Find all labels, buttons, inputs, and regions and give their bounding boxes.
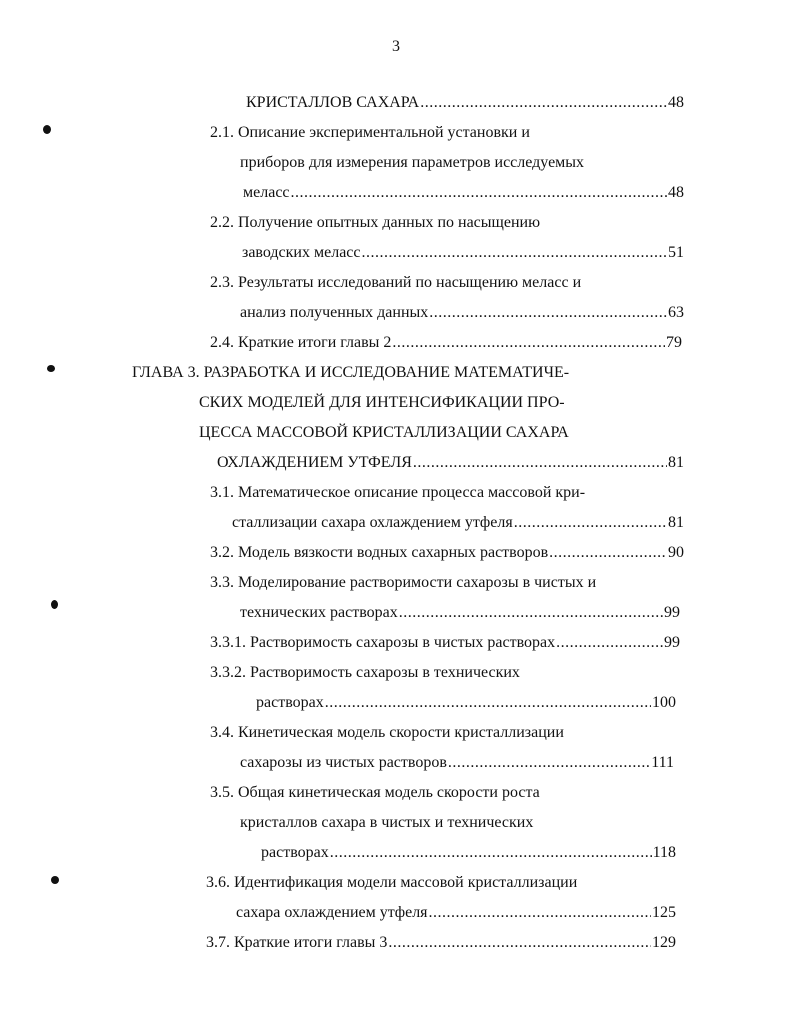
dot-leader xyxy=(325,692,651,714)
toc-entry-3-3 xyxy=(210,572,690,594)
toc-entry-title: меласс xyxy=(243,184,290,201)
toc-entry-title: 3.1. Математическое описание процесса массовой кри- xyxy=(210,484,586,501)
toc-entry-title: 3.7. Краткие итоги главы 3 xyxy=(206,934,388,951)
toc-entry-title: 2.4. Краткие итоги главы 2 xyxy=(210,334,392,351)
dot-leader xyxy=(413,452,667,474)
toc-entry-3-4-end xyxy=(240,752,674,774)
dot-leader xyxy=(392,332,665,354)
toc-entry-title: 3.6. Идентификация модели массовой кристаллизации xyxy=(206,874,578,891)
toc-entry-3-6-end xyxy=(236,902,676,924)
toc-entry-3-4 xyxy=(210,722,690,744)
toc-entry-title: сталлизации сахара охлаждением утфеля xyxy=(232,514,513,531)
toc-entry-2-1-cont xyxy=(240,152,690,174)
toc-entry-3-2 xyxy=(210,542,684,564)
toc-entry-page: 51 xyxy=(668,244,684,261)
toc-entry-title: сахара охлаждением утфеля xyxy=(236,904,428,921)
dot-leader xyxy=(448,752,650,774)
toc-entry-page: 63 xyxy=(668,304,684,321)
dot-leader xyxy=(291,182,667,204)
toc-entry-title: кристаллов сахара в чистых и технических xyxy=(240,814,534,831)
toc-entry-title: растворах xyxy=(256,694,324,711)
toc-entry-page: 99 xyxy=(664,634,680,651)
toc-entry-page: 100 xyxy=(652,694,676,711)
toc-entry-title: анализ полученных данных xyxy=(240,304,429,321)
page-number: 3 xyxy=(392,38,400,55)
toc-entry-title: заводских меласс xyxy=(242,244,361,261)
toc-entry-page: 81 xyxy=(668,514,684,531)
toc-entry-page: 111 xyxy=(651,754,674,771)
dot-leader xyxy=(556,632,663,654)
toc-entry-3-6 xyxy=(206,872,690,894)
toc-entry-chapter-3-end xyxy=(217,452,684,474)
toc-entry-title: 3.3.1. Растворимость сахарозы в чистых растворах xyxy=(210,634,556,651)
toc-entry-title: КРИСТАЛЛОВ САХАРА xyxy=(246,94,420,111)
toc-entry-page: 90 xyxy=(668,544,684,561)
dot-leader xyxy=(362,242,668,264)
toc-entry-title: 2.2. Получение опытных данных по насыщению xyxy=(210,214,541,231)
toc-entry-2-1-end xyxy=(243,182,684,204)
toc-entry-3-7 xyxy=(206,932,676,954)
toc-entry-title: 2.1. Описание экспериментальной установки и xyxy=(210,124,530,141)
toc-entry-title: сахарозы из чистых растворов xyxy=(240,754,447,771)
toc-entry-chapter-3 xyxy=(132,362,692,384)
toc-entry-2-3 xyxy=(210,272,690,294)
scan-speck xyxy=(47,365,55,372)
toc-entry-2-1 xyxy=(210,122,690,144)
toc-entry-3-3-2 xyxy=(210,662,690,684)
dot-leader xyxy=(549,542,667,564)
dot-leader xyxy=(388,932,651,954)
toc-entry-chapter2-title-end xyxy=(246,92,684,114)
toc-entry-2-4 xyxy=(210,332,682,354)
toc-entry-page: 129 xyxy=(652,934,676,951)
toc-entry-title: растворах xyxy=(261,844,329,861)
toc-entry-chapter-3-cont xyxy=(199,422,679,444)
toc-entry-2-2-end xyxy=(242,242,684,264)
toc-entry-page: 48 xyxy=(668,94,684,111)
scan-speck xyxy=(51,600,58,609)
toc-entry-2-3-end xyxy=(240,302,684,324)
dot-leader xyxy=(399,602,663,624)
dot-leader xyxy=(429,302,667,324)
toc-entry-title: ГЛАВА 3. РАЗРАБОТКА И ИССЛЕДОВАНИЕ МАТЕМАТИЧЕ- xyxy=(132,364,570,381)
dot-leader xyxy=(514,512,667,534)
toc-entry-title: ОХЛАЖДЕНИЕМ УТФЕЛЯ xyxy=(217,454,412,471)
toc-entry-page: 81 xyxy=(668,454,684,471)
toc-entry-3-1-end xyxy=(232,512,684,534)
toc-entry-page: 48 xyxy=(668,184,684,201)
toc-entry-title: СКИХ МОДЕЛЕЙ ДЛЯ ИНТЕНСИФИКАЦИИ ПРО- xyxy=(199,394,565,411)
toc-entry-title: приборов для измерения параметров исследуемых xyxy=(240,154,585,171)
toc-entry-3-5-end xyxy=(261,842,676,864)
toc-entry-page: 118 xyxy=(652,844,676,861)
toc-entry-2-2 xyxy=(210,212,690,234)
toc-entry-title: 3.5. Общая кинетическая модель скорости роста xyxy=(210,784,540,801)
toc-entry-title: 3.2. Модель вязкости водных сахарных растворов xyxy=(210,544,549,561)
toc-entry-3-3-2-end xyxy=(256,692,676,714)
toc-entry-title: ЦЕССА МАССОВОЙ КРИСТАЛЛИЗАЦИИ САХАРА xyxy=(199,424,569,441)
toc-entry-page: 79 xyxy=(666,334,682,351)
scan-speck xyxy=(43,125,51,134)
toc-entry-page: 125 xyxy=(652,904,676,921)
toc-entry-page: 99 xyxy=(664,604,680,621)
toc-entry-title: технических растворах xyxy=(240,604,398,621)
toc-entry-title: 2.3. Результаты исследований по насыщению меласс и xyxy=(210,274,582,291)
toc-entry-3-3-1 xyxy=(210,632,680,654)
dot-leader xyxy=(429,902,651,924)
toc-entry-3-3-end xyxy=(240,602,680,624)
toc-entry-title: 3.4. Кинетическая модель скорости кристаллизации xyxy=(210,724,564,741)
dot-leader xyxy=(330,842,652,864)
scan-speck xyxy=(51,876,59,884)
toc-entry-3-5 xyxy=(210,782,690,804)
toc-entry-title: 3.3. Моделирование растворимости сахарозы в чистых и xyxy=(210,574,597,591)
toc-entry-3-1 xyxy=(210,482,690,504)
toc-entry-3-5-cont xyxy=(240,812,690,834)
dot-leader xyxy=(420,92,667,114)
toc-entry-chapter-3-cont xyxy=(199,392,679,414)
toc-entry-title: 3.3.2. Растворимость сахарозы в технических xyxy=(210,664,520,681)
